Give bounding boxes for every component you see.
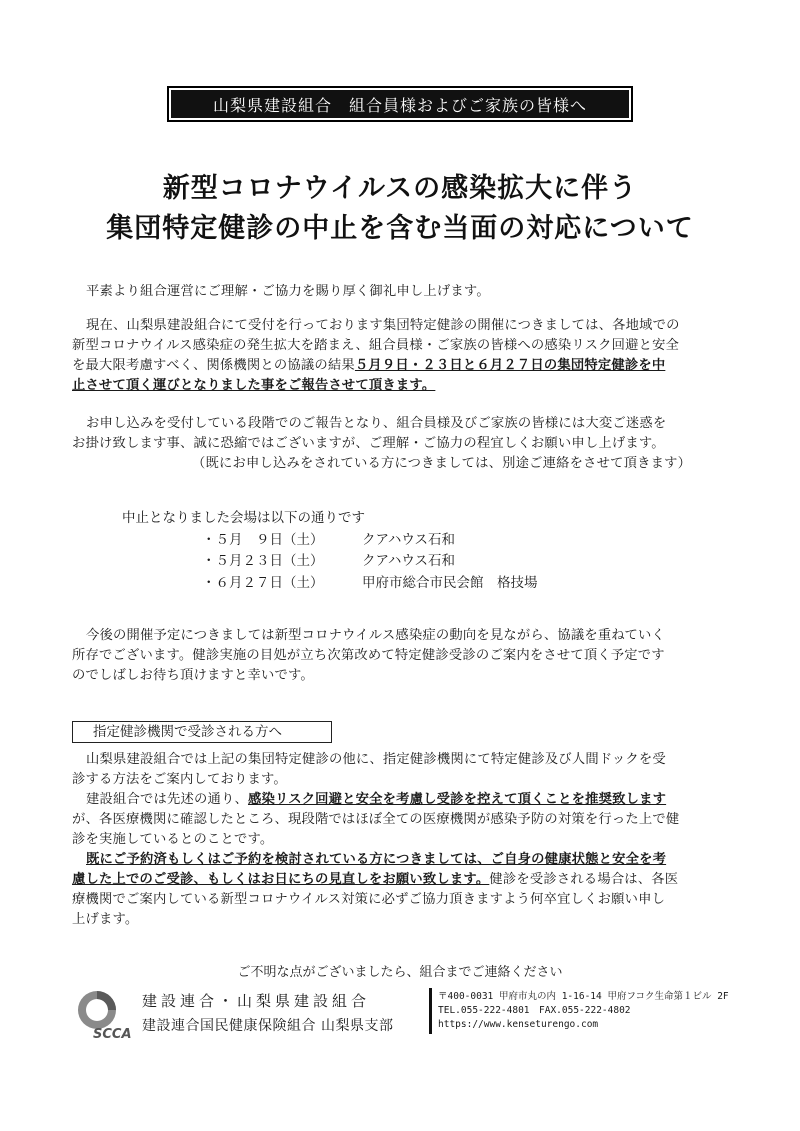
text-line: お申し込みを受付している段階でのご報告となり、組合員様及びご家族の皆様には大変ご迷惑を <box>86 416 667 431</box>
footer-divider <box>429 988 432 1034</box>
website-link[interactable]: https://www.kenseturengo.com <box>438 1019 599 1030</box>
section-label-box: 指定健診機関で受診される方へ <box>72 721 332 743</box>
text-line: 新型コロナウイルス感染症の発生拡大を踏まえ、組合員様・ご家族の皆様への感染リスク回避と安全 <box>72 338 680 353</box>
venue-date: ・５月２３日（土） <box>202 553 324 569</box>
text-line: 上げます。 <box>72 912 139 927</box>
venue-date: ・５月 ９日（土） <box>202 531 324 548</box>
logo-text: SCCA <box>93 1027 132 1042</box>
cancellation-dates-emphasis: ５月９日・２３日と６月２７日の集団特定健診を中 <box>354 358 666 373</box>
greeting-paragraph <box>72 282 732 302</box>
title-line-1: 新型コロナウイルスの感染拡大に伴う <box>162 173 638 204</box>
text-segment: 健診を受診される場合は、各医 <box>489 872 679 887</box>
text-segment: を最大限考慮すべく、関係機関との協議の結果 <box>72 358 355 373</box>
greeting-text: 平素より組合運営にご理解・ご協力を賜り厚く御礼申し上げます。 <box>86 284 490 299</box>
apology-paragraph <box>72 414 732 474</box>
text-line: お掛け致します事、誠に恐縮ではございますが、ご理解・ご協力の程宜しくお願い申し上げます。 <box>72 436 665 451</box>
postal-address: 〒400-0031 甲府市丸の内 1-16-14 甲府フコク生命第１ビル 2F <box>438 991 729 1002</box>
title-line-2: 集団特定健診の中止を含む当面の対応について <box>106 213 694 244</box>
text-line <box>72 790 732 810</box>
announcement-paragraph <box>72 316 732 396</box>
venue-place: 甲府市総合市民会館 格技場 <box>362 574 538 591</box>
org-name-secondary: 建設連合国民健康保険組合 山梨県支部 <box>142 1018 394 1034</box>
text-line: 今後の開催予定につきましては新型コロナウイルス感染症の動向を見ながら、協議を重ねていく <box>86 628 665 643</box>
future-plan-paragraph <box>72 626 732 686</box>
organization-logo-icon <box>75 988 137 1042</box>
text-line: 療機関でご案内している新型コロナウイルス対策に必ずご協力頂きますよう何卒宜しくお願い申し <box>72 892 666 907</box>
venue-place: クアハウス石和 <box>362 531 456 548</box>
venue-place: クアハウス石和 <box>362 553 456 569</box>
text-line: 所存でございます。健診実施の目処が立ち次第改めて特定健診受診のご案内をさせて頂く予定です <box>72 648 665 663</box>
text-line: のでしばしお待ち頂けますと幸いです。 <box>72 668 314 683</box>
phone-fax: TEL.055-222-4801 FAX.055-222-4802 <box>438 1005 631 1016</box>
text-line <box>72 850 732 870</box>
text-line: （既にお申し込みをされている方につきましては、別途ご連絡をさせて頂きます） <box>192 456 692 471</box>
recommendation-emphasis: 感染リスク回避と安全を考慮し受診を控えて頂くことを推奨致します <box>247 792 667 807</box>
org-name-primary: 建設連合・山梨県建設組合 <box>142 992 371 1010</box>
venues-heading: 中止となりました会場は以下の通りです <box>122 510 365 526</box>
contact-note: ご不明な点がございましたら、組合までご連絡ください <box>237 965 563 980</box>
text-line <box>72 356 732 376</box>
text-line: 山梨県建設組合では上記の集団特定健診の他に、指定健診機関にて特定健診及び人間ドックを受 <box>86 752 666 767</box>
text-line: 現在、山梨県建設組合にて受付を行っております集団特定健診の開催につきましては、各地域での <box>86 318 680 333</box>
text-line <box>72 870 732 890</box>
audience-banner <box>167 86 633 122</box>
banner-text: 山梨県建設組合 組合員様およびご家族の皆様へ <box>171 90 629 118</box>
text-line: 診する方法をご案内しております。 <box>72 772 287 787</box>
reservation-notice-emphasis: 慮した上でのご受診、もしくはお日にちの見直しをお願い致します。 <box>72 872 490 887</box>
venue-row <box>122 551 602 573</box>
venue-row <box>122 530 602 552</box>
venue-date: ・６月２７日（土） <box>202 574 324 591</box>
designated-clinic-paragraph <box>72 750 732 930</box>
text-line <box>72 376 732 396</box>
venue-row <box>122 573 602 595</box>
text-line: が、各医療機関に確認したところ、現段階ではほぼ全ての医療機関が感染予防の対策を行った上で健 <box>72 812 680 827</box>
cancelled-venues <box>122 508 602 594</box>
cancellation-report-emphasis: 止させて頂く運びとなりました事をご報告させて頂きます。 <box>72 378 436 393</box>
text-line: 診を実施しているとのことです。 <box>72 832 274 847</box>
text-segment: 建設組合では先述の通り、 <box>86 792 248 807</box>
reservation-notice-emphasis: 既にご予約済もしくはご予約を検討されている方につきましては、ご自身の健康状態と安全を考 <box>86 852 667 867</box>
